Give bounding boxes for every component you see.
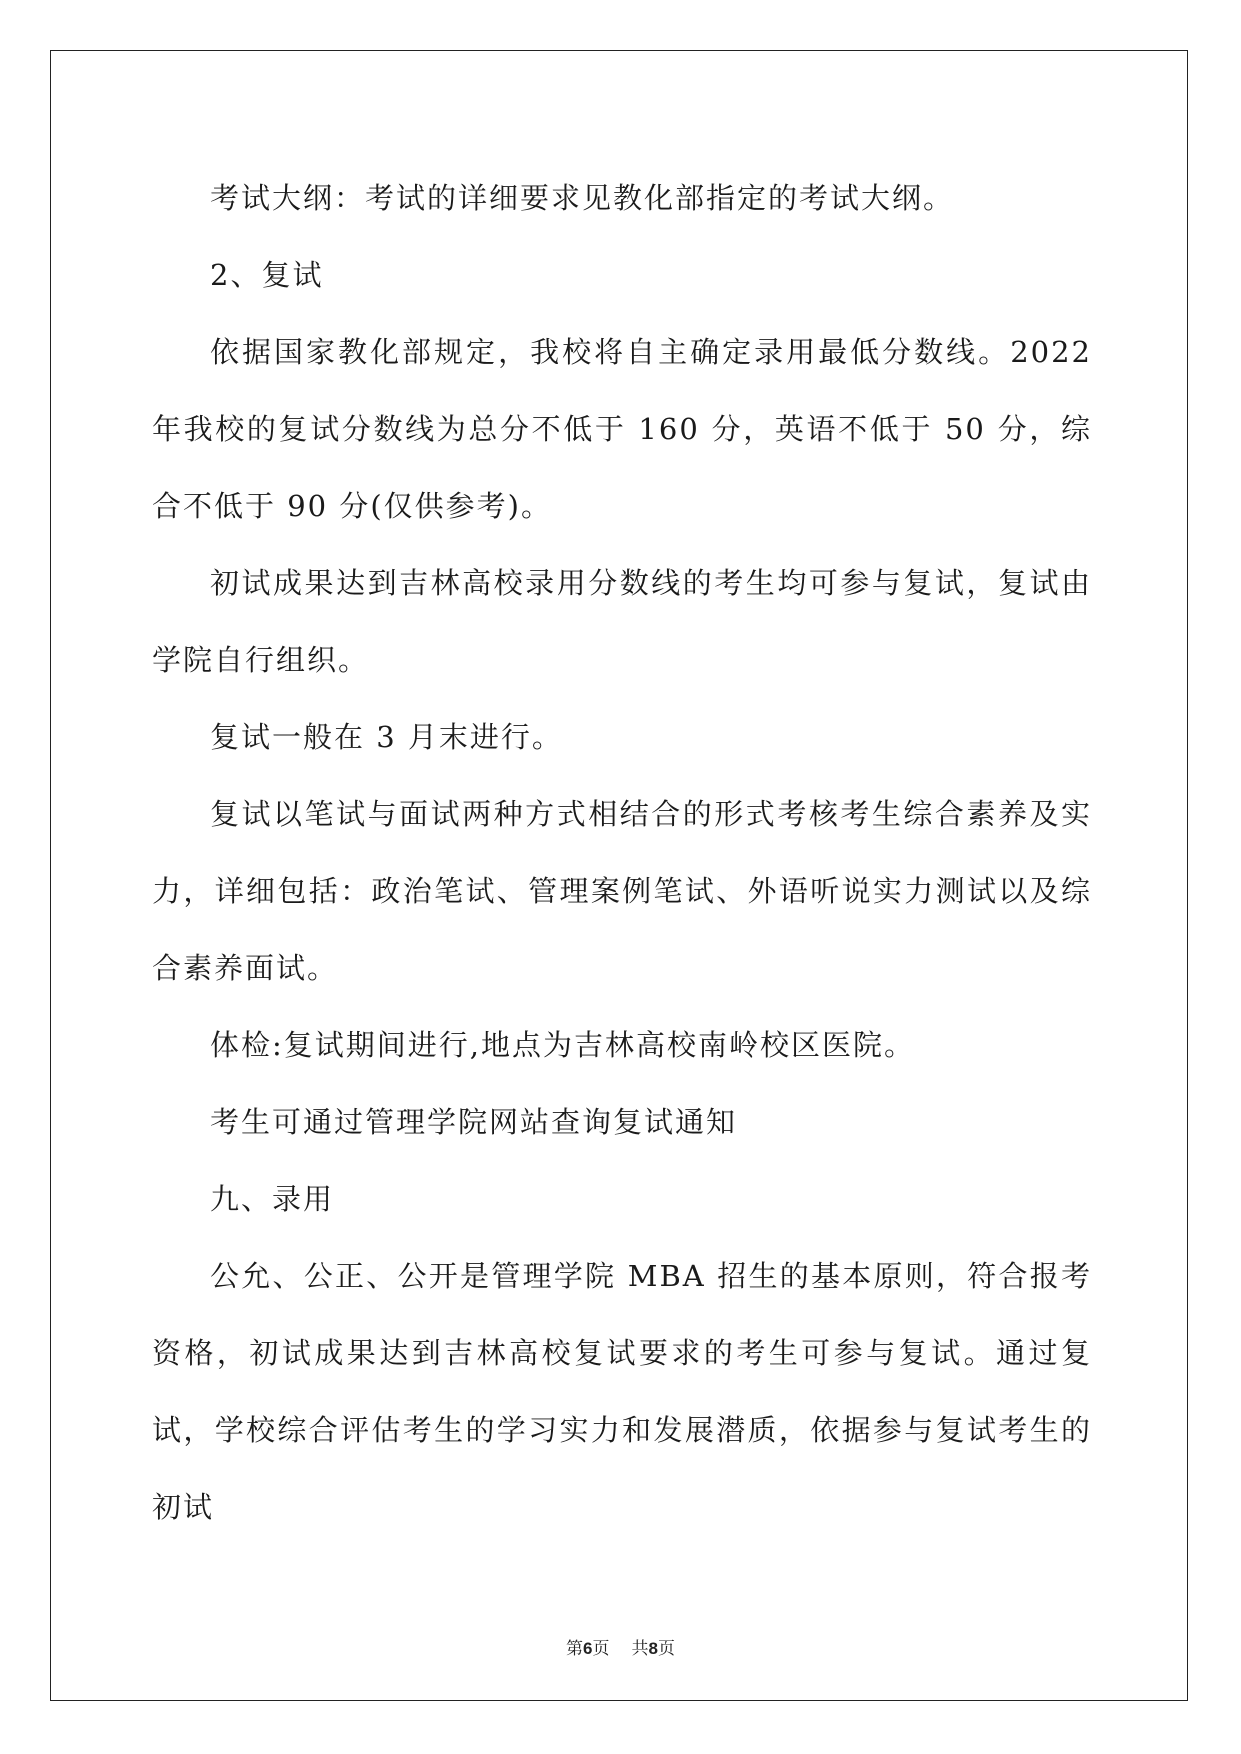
footer-page-prefix: 第 xyxy=(566,1639,584,1659)
paragraph-retest-time: 复试一般在 3 月末进行。 xyxy=(210,720,563,754)
document-body xyxy=(152,160,1092,1546)
paragraph-exam-outline: 考试大纲：考试的详细要求见教化部指定的考试大纲。 xyxy=(210,181,955,215)
footer-page-suffix: 页 xyxy=(592,1639,610,1659)
paragraph-retest-eligibility: 初试成果达到吉林高校录用分数线的考生均可参与复试，复试由学院自行组织。 xyxy=(152,566,1092,677)
paragraph-score-line: 依据国家教化部规定，我校将自主确定录用最低分数线。2022 年我校的复试分数线为总分不低于 160 分，英语不低于 50 分，综合不低于 90 分(仅供参考)。 xyxy=(152,335,1092,523)
page-footer xyxy=(0,1634,1241,1659)
paragraph-medical-exam: 体检:复试期间进行,地点为吉林高校南岭校区医院。 xyxy=(210,1028,915,1062)
heading-admission: 九、录用 xyxy=(210,1182,335,1216)
footer-total-prefix: 共 xyxy=(631,1639,649,1659)
footer-page-current: 6 xyxy=(583,1639,593,1658)
paragraph-retest-notice: 考生可通过管理学院网站查询复试通知 xyxy=(210,1105,738,1139)
paragraph-admission-principles: 公允、公正、公开是管理学院 MBA 招生的基本原则，符合报考资格，初试成果达到吉林高校复试要求的考生可参与复试。通过复试，学校综合评估考生的学习实力和发展潜质，依据参与复试考生的初试 xyxy=(152,1259,1092,1524)
heading-retest: 2、复试 xyxy=(210,258,324,292)
footer-total-suffix: 页 xyxy=(657,1639,675,1659)
paragraph-retest-format: 复试以笔试与面试两种方式相结合的形式考核考生综合素养及实力，详细包括：政治笔试、管理案例笔试、外语听说实力测试以及综合素养面试。 xyxy=(152,797,1092,985)
footer-page-total: 8 xyxy=(648,1639,658,1658)
